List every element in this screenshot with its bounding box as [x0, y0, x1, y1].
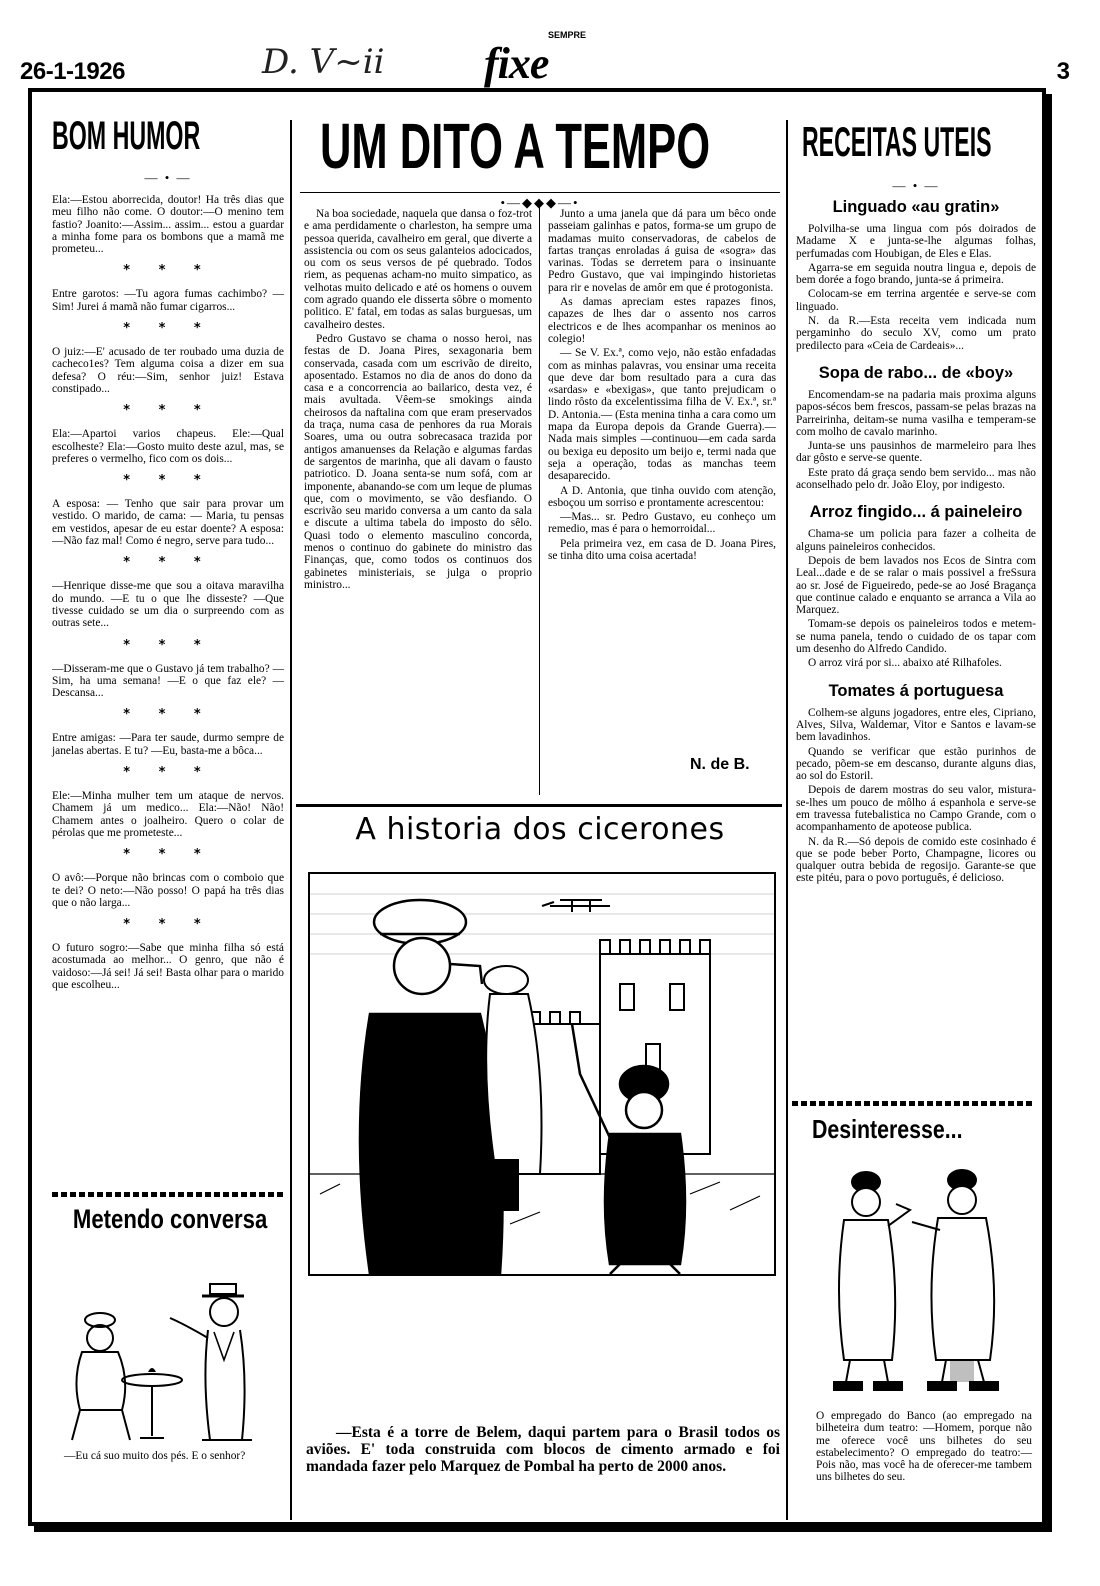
recipe-paragraph: N. da R.—Esta receita vem indicada num pergaminho do seculo XV, como um prato predilecto para «Ceia de Cardeais»...: [796, 315, 1036, 352]
stars-separator: * * *: [123, 765, 213, 781]
joke-item: —Henrique disse-me que sou a oitava maravilha do mundo. —E tu o que lhe disseste? —Que tivesse cuidado se um dia o surpreendo com as outras sete...: [52, 580, 284, 630]
joke-item: Ela:—Estou aborrecida, doutor! Ha três dias que meu filho não come. O doutor:—O menino tem fastio? Joanito:—Assim... assim... estou a guardar a minha fome para os bombons que a mamã me prometeu...: [52, 194, 284, 256]
recipe-paragraph: Junta-se uns pausinhos de marmeleiro para lhes dar gôsto e serve-se quente.: [796, 440, 1036, 465]
um-dito-section: [300, 106, 780, 215]
stars-separator: * * *: [123, 403, 213, 419]
um-dito-signature: N. de B.: [690, 756, 750, 773]
article-paragraph: A D. Antonia, que tinha ouvido com atenção, esboçou um sorriso e prontamente acrescentou:: [548, 484, 776, 509]
stars-separator: * * *: [123, 847, 213, 863]
stars-separator: * * *: [123, 321, 213, 337]
historia-caption: —Esta é a torre de Belem, daqui partem para o Brasil todos os aviões. E' toda construida com blocos de cimento armado e foi mandada fazer pelo Marquez de Pombal ha perto de 2000 anos.: [306, 1424, 780, 1475]
section-divider: [792, 1101, 1032, 1106]
recipe-paragraph: Quando se verificar que estão purinhos de pecado, põem-se em descanso, durante alguns dias, ao sol do Estoril.: [796, 745, 1036, 783]
recipe-paragraph: N. da R.—Só depois de comido este cosinhado é que se pode beber Porto, Champagne, licores ou qualquer outra bebida de regosijo. Garante-se que este pitéu, para o povo português, é delicioso.: [796, 835, 1036, 885]
recipes-list: [796, 198, 1036, 885]
article-paragraph: Na boa sociedade, naquela que dansa o foz-trot e ama perdidamente o charleston, ha sempre uma pessoa querida, cavalheiro em geral, que diverte a assistencia ou com os seus galanteios adocicados, ou com os seus versos de pé quebrado. Todos riem, as pequenas acham-no muito simpatico, as velhotas muito delicado e até os homens o ouvem com agrado quando ele disserta sôbre o momento politico. E' fatal, em todas as salas burguesas, um cavalheiro destes.: [304, 208, 532, 331]
recipe-heading: Linguado «au gratin»: [832, 198, 1000, 216]
recipe-paragraph: Tomam-se depois os paineleiros todos e metem-se numa panela, tendo o cuidado de os tapar com um desenho do Alfredo Candido.: [796, 618, 1036, 656]
article-paragraph: —Mas... sr. Pedro Gustavo, eu conheço um remedio, mas é para o hemorroidal...: [548, 511, 776, 536]
recipe-paragraph: Depois de darem mostras do seu valor, mistura-se-lhes um pouco de môlho á espanhola e serve-se em travessa futebalistica no Campo Grande, com o acompanhamento de apoteose publica.: [796, 784, 1036, 834]
receitas-ornament: — • —: [892, 178, 940, 193]
recipe-paragraph: Colhem-se alguns jogadores, entre eles, Cipriano, Alves, Silva, Waldemar, Vitor e Santos e lavam-se bem lavadinhos.: [796, 706, 1036, 744]
bom-humor-section: [52, 108, 284, 993]
column-rule-right: [786, 120, 788, 1520]
desinteresse-illustration: [800, 1160, 1028, 1400]
recipe-divider: [796, 672, 1036, 678]
article-paragraph: Junto a uma janela que dá para um bêco onde passeiam galinhas e patos, forma-se um grupo de madamas muito conservadoras, de cabelos de fartas tranças enroladas á guisa de «sogra» das varinas. Todas se derretem para o insinuante Pedro Gustavo, que vai impingindo historietas para rir e novelas de amôr em que é protogonista.: [548, 208, 776, 294]
column-rule-middle: [539, 205, 540, 795]
joke-item: A esposa: — Tenho que sair para provar um vestido. O marido, de cama: — Maria, tu pensas em vestidos, apesar de eu estar doente? A esposa:—Não faz mal! Como é negro, serve para tudo...: [52, 498, 284, 548]
stars-separator: * * *: [123, 473, 213, 489]
um-dito-ornament: •—◆◆◆—•: [500, 195, 580, 210]
article-paragraph: As damas apreciam estes rapazes finos, capazes de lhes dar o assento nos carros electricos e de lhes acompanhar os meninos ao colegio!: [548, 296, 776, 345]
recipe-paragraph: Este prato dá graça sendo bem servido... mas não aconselhado pelo dr. João Eloy, por indigesto.: [796, 466, 1036, 492]
desinteresse-title: Desinteresse...: [812, 1114, 963, 1144]
jokes-list: [52, 194, 284, 991]
article-paragraph: Pedro Gustavo se chama o nosso heroi, nas festas de D. Joana Pires, sexagonaria bem conservada, casada com um escrivão de direito, aposentado. Estamos no dia de anos do dono da casa e a concorrencia ao bailarico, desta vez, é mais avultada. Vêem-se smokings ainda cheirosos da naftalina com que eram preservados da traça, numa casa de penhores da rua Morais Soares, uma ou outra sobrecasaca trazida por antigos amanuenses da Relação e algumas fardas de sargentos de marinha, que ali davam o fausto patriotico. D. Joana senta-se num sofá, com ar imponente, abanando-se com um leque de plumas que, com o movimento, se vão desfiando. O escrivão seu marido conversa a um canto da sala e discute a ultima tabela do imposto do sêlo. Quasi todo o elemento masculino concorda, menos o continuo do gabinete do ministro das Finanças, que, como todos os continuos dos gabinetes ministeriais, se julga o proprio ministro...: [304, 332, 532, 591]
recipe-paragraph: Polvilha-se uma lingua com pós doirados de Madame X e junta-se-lhe algumas folhas, perfumadas com Houbigan, de Eles e Elas.: [796, 223, 1036, 260]
logo-subtitle: SEMPRE: [548, 30, 587, 40]
desinteresse-caption: O empregado do Banco (ao empregado na bilheteira dum teatro: —Homem, porque não me oferece você uns bilhetes do seu estabelecimento? O empregado do teatro:—Pois não, mas você ha de oferecer-me tambem uns bilhetes do seu.: [816, 1410, 1032, 1484]
joke-item: Ele:—Minha mulher tem um ataque de nervos. Chamem já um medico... Ela:—Não! Não! Chamem antes o joalheiro. Quero o colar de pérolas que me prometeste...: [52, 790, 284, 839]
stars-separator: * * *: [123, 555, 213, 571]
stars-separator: * * *: [123, 637, 213, 653]
section-divider: [52, 1192, 284, 1197]
article-paragraph: Pela primeira vez, em casa de D. Joana Pires, se tinha dito uma coisa acertada!: [548, 537, 776, 563]
recipe-paragraph: Chama-se um policia para fazer a colheita de alguns paineleiros conhecidos.: [796, 528, 1036, 553]
handwritten-scribble: D. V~ii: [262, 42, 385, 82]
cartoon-illustration: [52, 1240, 284, 1450]
receitas-section: [796, 112, 1036, 887]
stars-separator: * * *: [123, 263, 213, 279]
recipe-divider: [796, 493, 1036, 499]
recipe-heading: Tomates á portuguesa: [828, 681, 1004, 700]
joke-item: —Disseram-me que o Gustavo já tem trabalho? —Sim, ha uma semana! —E o que faz ele? —Descansa...: [52, 662, 284, 700]
bom-humor-title: BOM HUMOR: [52, 114, 201, 158]
joke-item: Entre garotos: —Tu agora fumas cachimbo? —Sim! Jurei á mamã não fumar cigarros...: [52, 288, 284, 313]
historia-title: A historia dos cicerones: [355, 812, 725, 847]
receitas-title: RECEITAS UTEIS: [802, 118, 992, 165]
joke-item: O juiz:—E' acusado de ter roubado uma duzia de cacheco1es? Tem alguma coisa a dizer em sua defesa? O réu:—Sim, senhor juiz! Estava constipado...: [52, 346, 284, 395]
recipe-divider: [796, 354, 1036, 360]
recipe-heading: Sopa de rabo... de «boy»: [818, 363, 1014, 382]
newspaper-logo: fixe: [484, 39, 549, 88]
um-dito-column-1: [304, 208, 532, 593]
metendo-conversa-title: Metendo conversa: [72, 1204, 268, 1234]
stars-separator: * * *: [123, 917, 213, 933]
joke-item: O avô:—Porque não brincas com o comboio que te dei? O neto:—Não posso! O papá ha três dias que o não larga...: [52, 872, 284, 909]
issue-date: 26-1-1926: [20, 58, 125, 85]
section-divider: [296, 804, 782, 807]
um-dito-column-2: [548, 208, 776, 564]
recipe-paragraph: Depois de bem lavados nos Ecos de Sintra com Leal...dade e de se ralar o mais possivel a freSsura ao sr. José de Figueiredo, pede-se ao José Bragança que continue calado e enquanto se arranca a Vila ao Marquez.: [796, 554, 1036, 617]
recipe-paragraph: Colocam-se em terrina argentée e serve-se com linguado.: [796, 288, 1036, 313]
page-number: 3: [1056, 58, 1070, 85]
column-rule-left: [290, 120, 292, 1520]
article-paragraph: — Se V. Ex.ª, como vejo, não estão enfadadas com as minhas palavras, vou ensinar uma receita que deve dar bom resultado para a cura das «sardas» e «bexigas», que tanto prejudicam o lindo rôsto da excelentissima filha de V. Ex.ª, sr.ª D. Antonia.— (Esta menina tinha a cara como um mapa da Europa depois da Grande Guerra).—Nada mais simples —continuou—em cada sarda ou bexiga eu deposito um beijo e, termi nada que seja a operação, todas as manchas teem desaparecido.: [548, 347, 776, 483]
recipe-paragraph: Agarra-se em seguida noutra lingua e, depois de bem dorée a fogo brando, junta-se á primeira.: [796, 261, 1036, 287]
recipe-paragraph: Encomendam-se na padaria mais proxima alguns papos-sécos bem frescos, passam-se pelas brazas na Parreirinha, deitam-se numa vasilha e temperam-se com molho de cavalo marinho.: [796, 388, 1036, 438]
title-ornament: — • —: [144, 170, 192, 185]
joke-item: Ela:—Apartoi varios chapeus. Ele:—Qual escolheste? Ela:—Gosto muito deste azul, mas, se preferes o vermelho, fico com os dois...: [52, 428, 284, 465]
recipe-paragraph: O arroz virá por si... abaixo até Rilhafoles.: [808, 657, 1002, 670]
metendo-conversa-caption: —Eu cá suo muito dos pés. E o senhor?: [64, 1450, 246, 1462]
metendo-conversa-section: [52, 1204, 284, 1462]
joke-item: O futuro sogro:—Sabe que minha filha só está acostumada ao melhor... O genro, que não é vaidoso:—Já sei! Já sei! Basta olhar para o marido que escolheu...: [52, 942, 284, 991]
joke-item: Entre amigas: —Para ter saude, durmo sempre de janelas abertas. E tu? —Eu, basta-me a bôca...: [52, 732, 284, 757]
um-dito-title: UM DITO A TEMPO: [320, 110, 711, 182]
recipe-heading: Arroz fingido... á paineleiro: [809, 503, 1023, 522]
cicerones-illustration: [308, 872, 776, 1276]
stars-separator: * * *: [123, 707, 213, 723]
